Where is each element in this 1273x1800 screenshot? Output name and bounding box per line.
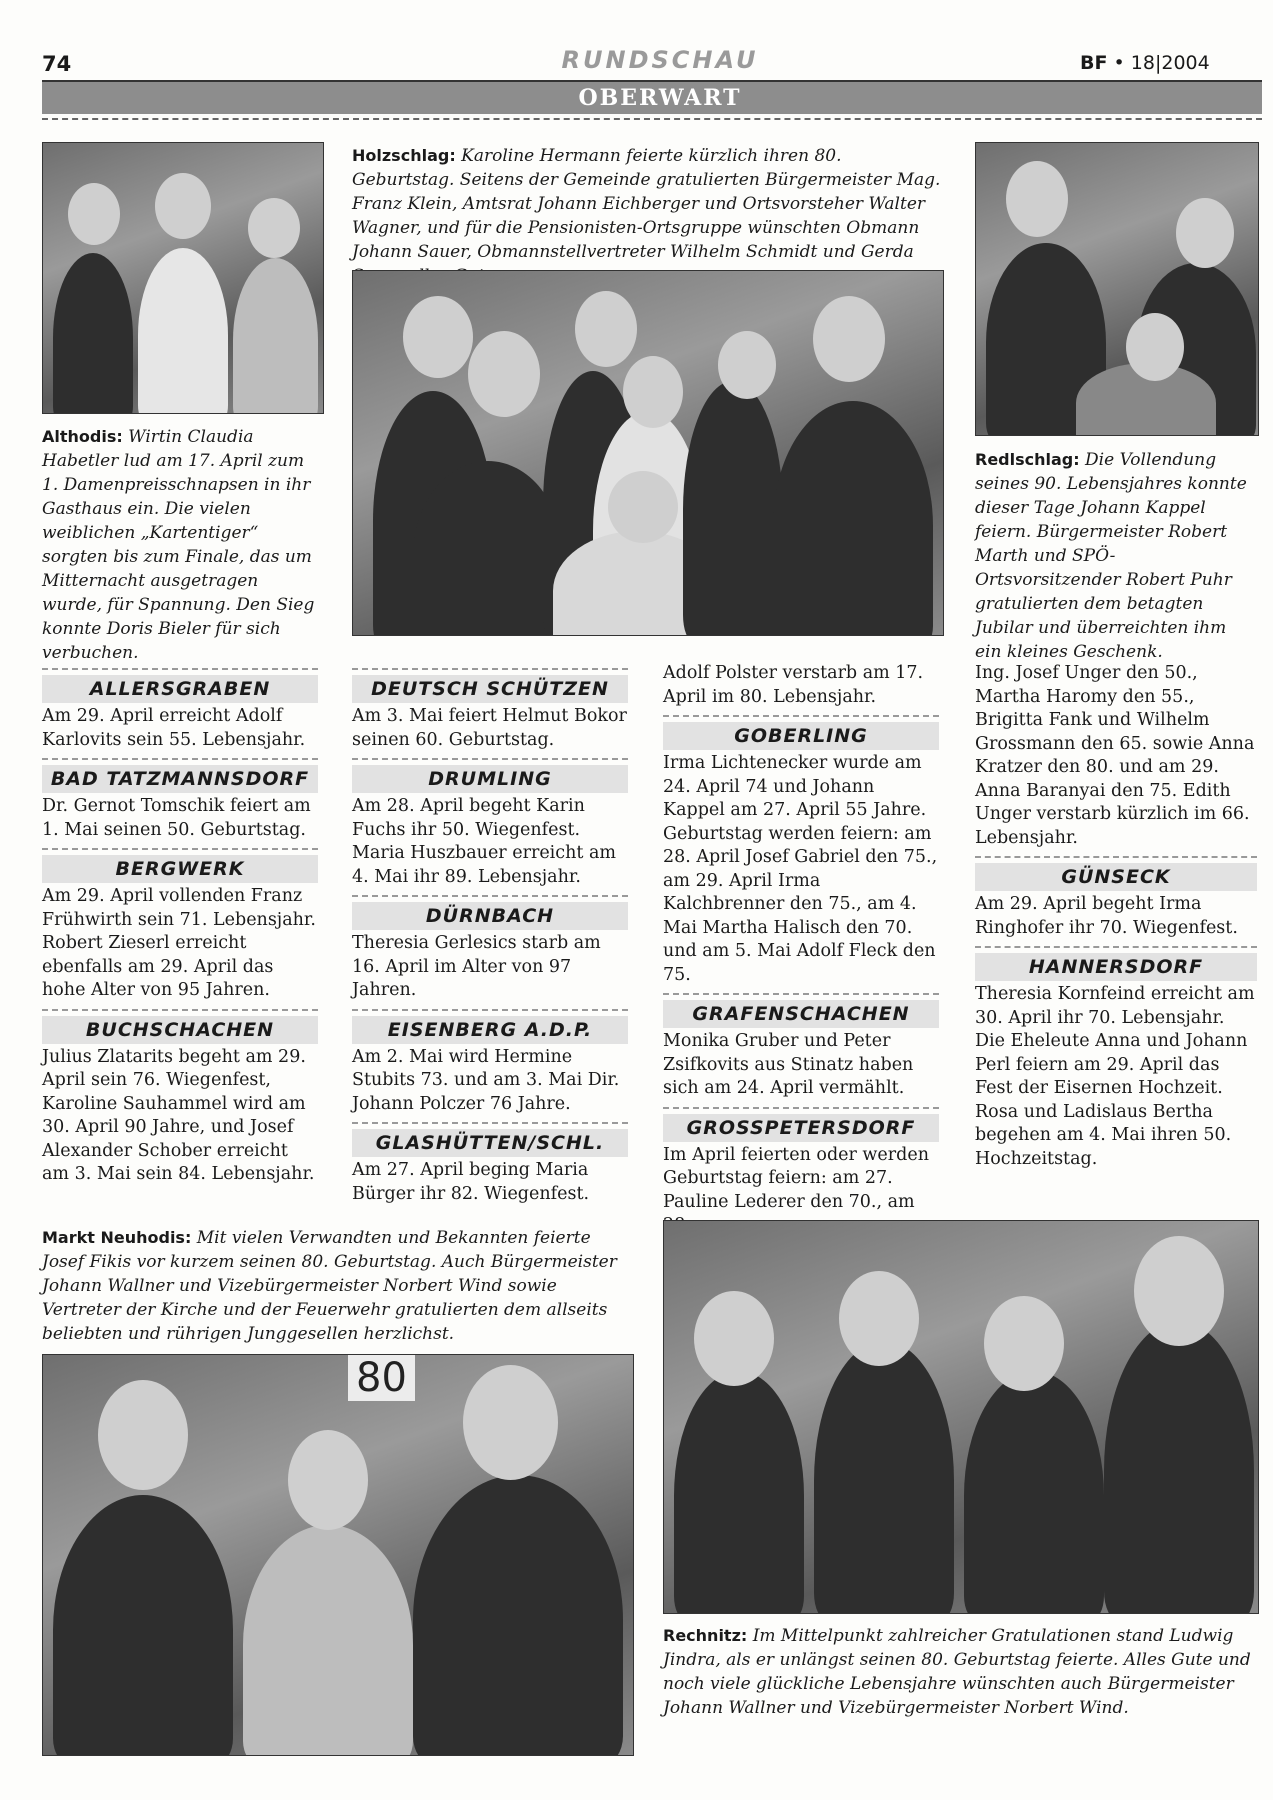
caption-text: Mit vielen Verwandten und Bekannten feierte Josef Fikis vor kurzem seinen 80. Geburtstag. Auch Bürgermeister Johann Wallner und Vizebürgermeister Norbert Wind sowie Vertreter der Kirche und der Feuerwehr gratulierten dem allseits beliebten und rührigen Junggesellen herzlichst. (42, 1228, 617, 1344)
news-item (352, 1009, 628, 1117)
photo-rechnitz (663, 1220, 1259, 1614)
news-text: Am 3. Mai feiert Helmut Bokor seinen 60. Geburtstag. (352, 706, 627, 750)
issue-info (1080, 52, 1210, 74)
news-text: Am 29. April vollenden Franz Frühwirth sein 71. Lebensjahr. Robert Zieserl erreicht ebenfalls am 29. April das hohe Alter von 95 Jahren. (42, 886, 316, 1000)
news-heading: GÜNSECK (975, 863, 1257, 891)
news-text: Im April feierten oder werden Geburtstag feiern: am 27. Pauline Lederer den 70., am (663, 1144, 929, 1212)
caption-place: Rechnitz: (663, 1626, 748, 1645)
news-item (975, 946, 1257, 1171)
caption-redlschlag (975, 448, 1257, 664)
news-item (352, 758, 628, 889)
caption-place: Markt Neuhodis: (42, 1228, 192, 1247)
masthead: RUNDSCHAU (561, 46, 759, 74)
news-text: Monika Gruber und Peter Zsifkovits aus Stinatz haben sich am 24. April vermählt. (663, 1031, 914, 1098)
news-text: Am 2. Mai wird Hermine Stubits 73. und am 3. Mai Dir. Johann Polczer 76 Jahre. (352, 1046, 620, 1114)
caption-text: Die Vollendung seines 90. Lebensjahres konnte dieser Tage Johann Kappel feiern. Bürgermeister Robert Marth und SPÖ-Ortsvorsitzender Robert Puhr gratulierten dem betagten Jubilar und überreichten ihm ein kleines Geschenk. (975, 450, 1247, 662)
issue-separator: • (1113, 52, 1125, 74)
news-text: Am 27. April beging Maria Bürger ihr 82. Wiegenfest. (352, 1160, 590, 1204)
page-number: 74 (42, 52, 72, 76)
photo-sign-80: 80 (348, 1355, 415, 1401)
news-heading: GOBERLING (663, 722, 939, 750)
caption-place: Holzschlag: (352, 146, 456, 165)
news-text: Am 29. April begeht Irma Ringhofer ihr 70. Wiegenfest. (975, 894, 1238, 938)
news-heading: DEUTSCH SCHÜTZEN (352, 675, 628, 703)
news-item (663, 715, 939, 987)
caption-markt-neuhodis (42, 1226, 632, 1346)
news-item (663, 993, 939, 1101)
news-column-1 (42, 668, 318, 1187)
issue-number: 18|2004 (1130, 52, 1210, 74)
news-column-3 (663, 662, 939, 1238)
news-item (42, 848, 318, 1003)
news-heading: DÜRNBACH (352, 902, 628, 930)
news-item (663, 1107, 939, 1238)
news-heading: BAD TATZMANNSDORF (42, 765, 318, 793)
news-heading: GRAFENSCHACHEN (663, 1000, 939, 1028)
news-text: Julius Zlatarits begeht am 29. April sein 76. Wiegenfest, Karoline Sauhammel wird am 30. April 90 Jahre, und Josef Alexander Schober erreicht am 3. Mai sein 84. Lebensjahr. (42, 1046, 315, 1184)
news-text: Dr. Gernot Tomschik feiert am 1. Mai seinen 50. Geburtstag. (42, 796, 311, 840)
news-text-continued: Ing. Josef Unger den 50., Martha Haromy den 55., Brigitta Fank und Wilhelm Grossmann den 65. sowie Anna Kratzer den 80. und am 29. Anna Baranyai den 75. Edith Unger verstarb kürzlich im 66. Lebensjahr. (975, 663, 1255, 848)
caption-place: Althodis: (42, 427, 123, 446)
news-item (975, 856, 1257, 940)
news-column-4 (975, 662, 1257, 1171)
banner-dashed-rule (42, 118, 1262, 120)
news-item (352, 1122, 628, 1206)
news-text: Am 28. April begeht Karin Fuchs ihr 50. Wiegenfest. Maria Huszbauer erreicht am 4. Mai ihr 89. Lebensjahr. (352, 796, 616, 887)
news-heading: GLASHÜTTEN/SCHL. (352, 1129, 628, 1157)
news-text: Theresia Kornfeind erreicht am 30. April ihr 70. Lebensjahr. Die Eheleute Anna und Johann Perl feiern am 29. April das Fest der Eisernen Hochzeit. Rosa und Ladislaus Bertha begehen am 4. Mai ihren 50. Hochzeitstag. (975, 984, 1255, 1169)
news-item (42, 1009, 318, 1187)
news-heading: ALLERSGRABEN (42, 675, 318, 703)
caption-althodis (42, 425, 322, 665)
news-text: Irma Lichtenecker wurde am 24. April 74 und Johann Kappel am 27. April 55 Jahre. Geburtstag werden feiern: am 28. April Josef Gabriel den 75., am 29. April Irma Kalchbrenner den 75., am 4. Mai Martha Halisch den 70. und am 5. Mai Adolf Fleck den 75. (663, 753, 938, 985)
news-item (42, 758, 318, 842)
news-heading: HANNERSDORF (975, 953, 1257, 981)
news-text: Theresia Gerlesics starb am 16. April im Alter von 97 Jahren. (352, 933, 601, 1000)
news-item (352, 895, 628, 1003)
caption-text: Im Mittelpunkt zahlreicher Gratulationen stand Ludwig Jindra, als er unlängst seinen 80. Geburtstag feierte. Alles Gute und noch viele glückliche Lebensjahre wünschten auch Bürgermeister Johann Wallner und Vizebürgermeister Norbert Wind. (663, 1626, 1251, 1718)
caption-holzschlag (352, 144, 942, 288)
news-heading: BUCHSCHACHEN (42, 1016, 318, 1044)
caption-text: Wirtin Claudia Habetler lud am 17. April zum 1. Damenpreisschnapsen in ihr Gasthaus ein. Die vielen weiblichen „Kartentiger“ sorgten bis zum Finale, das um Mitternacht ausgetragen wurde, für Spannung. Den Sieg konnte Doris Bieler für sich verbuchen. (42, 427, 315, 663)
photo-althodis (42, 142, 324, 414)
news-text: Am 29. April erreicht Adolf Karlovits sein 55. Lebensjahr. (42, 706, 306, 750)
news-column-2 (352, 668, 628, 1206)
issue-brand: BF (1080, 52, 1108, 74)
news-item (352, 668, 628, 752)
photo-redlschlag (975, 142, 1259, 436)
news-heading: DRUMLING (352, 765, 628, 793)
caption-place: Redlschlag: (975, 450, 1080, 469)
photo-holzschlag (352, 270, 944, 636)
news-heading: BERGWERK (42, 855, 318, 883)
caption-text: Karoline Hermann feierte kürzlich ihren 80. Geburtstag. Seitens der Gemeinde gratulierten Bürgermeister Mag. Franz Klein, Amtsrat Johann Eichberger und Ortsvorsteher Walter Wagner, und für die Pensionisten-Ortsgruppe wünschten Obmann Johann Sauer, Obmannstellvertreter Wilhelm Schmidt und Gerda (352, 146, 941, 262)
news-heading: EISENBERG A.D.P. (352, 1016, 628, 1044)
caption-rechnitz (663, 1624, 1257, 1720)
news-heading: GROSSPETERSDORF (663, 1114, 939, 1142)
news-text-continued: Adolf Polster verstarb am 17. April im 80. Lebensjahr. (663, 663, 924, 707)
news-item (42, 668, 318, 752)
section-banner-label: OBERWART (578, 85, 742, 111)
photo-markt-neuhodis (42, 1354, 634, 1756)
